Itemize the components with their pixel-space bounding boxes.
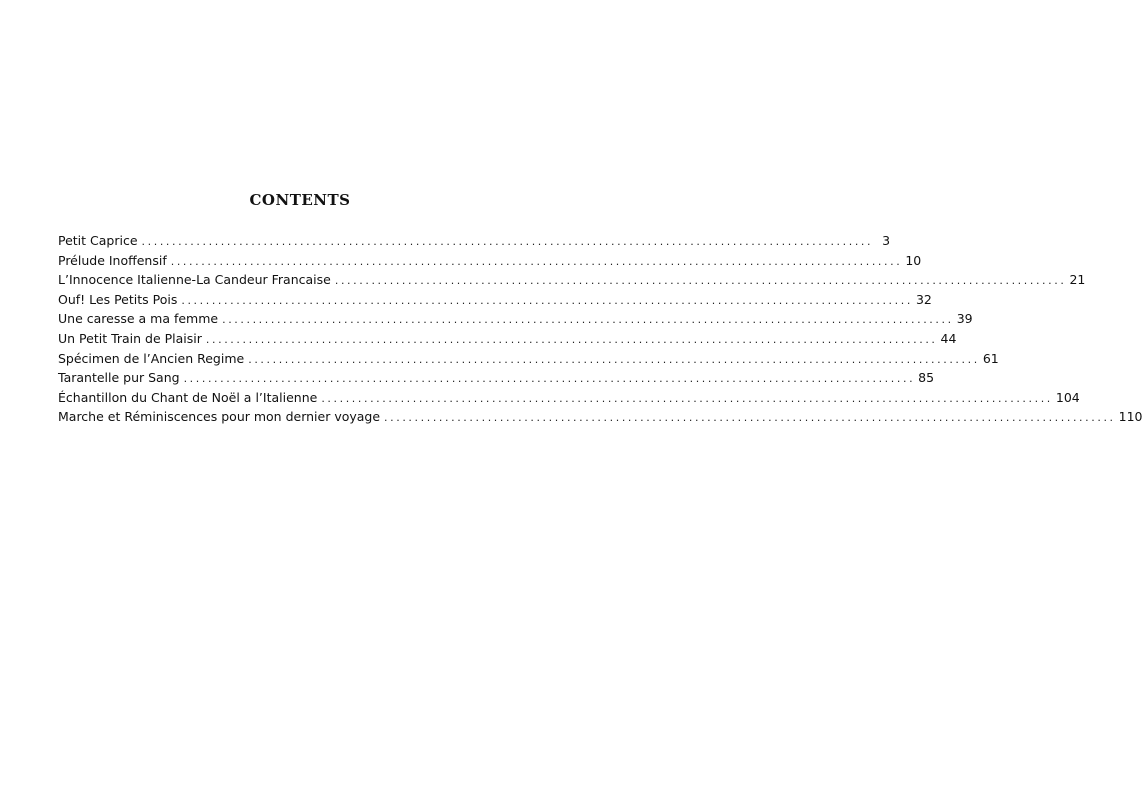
dot-leader: ........................................................................................................................ bbox=[248, 352, 980, 366]
toc-entry bbox=[58, 388, 1080, 408]
toc-entry-page: 21 bbox=[1069, 272, 1086, 288]
toc-entry-page: 3 bbox=[882, 233, 891, 248]
dot-leader: ........................................................................................................................ bbox=[384, 411, 1116, 425]
dot-leader: ........................................................................................................................ bbox=[181, 293, 913, 307]
toc-entry bbox=[58, 368, 935, 388]
toc-entry-page: 44 bbox=[940, 330, 957, 346]
toc-entry-page: 10 bbox=[905, 252, 922, 268]
toc-entry bbox=[58, 349, 999, 369]
toc-entry bbox=[58, 309, 973, 329]
toc-entry-title: Un Petit Train de Plaisir bbox=[58, 330, 202, 346]
dot-leader: ........................................................................................................................ bbox=[170, 254, 903, 268]
dot-leader: ........................................................................................................................ bbox=[205, 332, 938, 346]
dot-leader: ........................................................................................................................ bbox=[321, 391, 1053, 405]
toc-entry-title: Spécimen de l’Ancien Regime bbox=[58, 350, 245, 366]
toc-entry-title: Petit Caprice bbox=[58, 233, 138, 248]
toc-entry-page: 110 bbox=[1118, 409, 1143, 425]
toc-entry bbox=[58, 407, 1143, 427]
dot-leader: ........................................................................................................................ bbox=[222, 313, 954, 327]
toc-entry-title: L’Innocence Italienne-La Candeur Francaise bbox=[58, 272, 331, 288]
toc-entry-title: Une caresse a ma femme bbox=[58, 311, 219, 327]
toc-entry-page: 85 bbox=[918, 370, 935, 386]
toc-entry-page: 104 bbox=[1055, 389, 1080, 405]
toc-entry bbox=[58, 329, 957, 349]
toc-entry-title: Ouf! Les Petits Pois bbox=[58, 291, 178, 307]
toc-entry-page: 39 bbox=[956, 311, 973, 327]
table-of-contents bbox=[58, 231, 1143, 427]
toc-entry-page: 32 bbox=[915, 291, 932, 307]
toc-entry-title: Marche et Réminiscences pour mon dernier voyage bbox=[58, 409, 381, 425]
toc-entry bbox=[58, 270, 1086, 290]
contents-heading: CONTENTS bbox=[249, 191, 351, 209]
toc-entry bbox=[58, 251, 922, 271]
toc-entry-title: Échantillon du Chant de Noël a l’Italienne bbox=[58, 389, 318, 405]
toc-entry-title: Prélude Inoffensif bbox=[58, 252, 167, 268]
toc-entry-page: 61 bbox=[982, 350, 999, 366]
dot-leader: ........................................................................................................................ bbox=[141, 235, 874, 248]
toc-entry bbox=[58, 231, 891, 251]
toc-entry bbox=[58, 290, 932, 310]
dot-leader: ........................................................................................................................ bbox=[183, 372, 916, 386]
dot-leader: ........................................................................................................................ bbox=[334, 274, 1067, 288]
toc-entry-title: Tarantelle pur Sang bbox=[58, 370, 180, 386]
